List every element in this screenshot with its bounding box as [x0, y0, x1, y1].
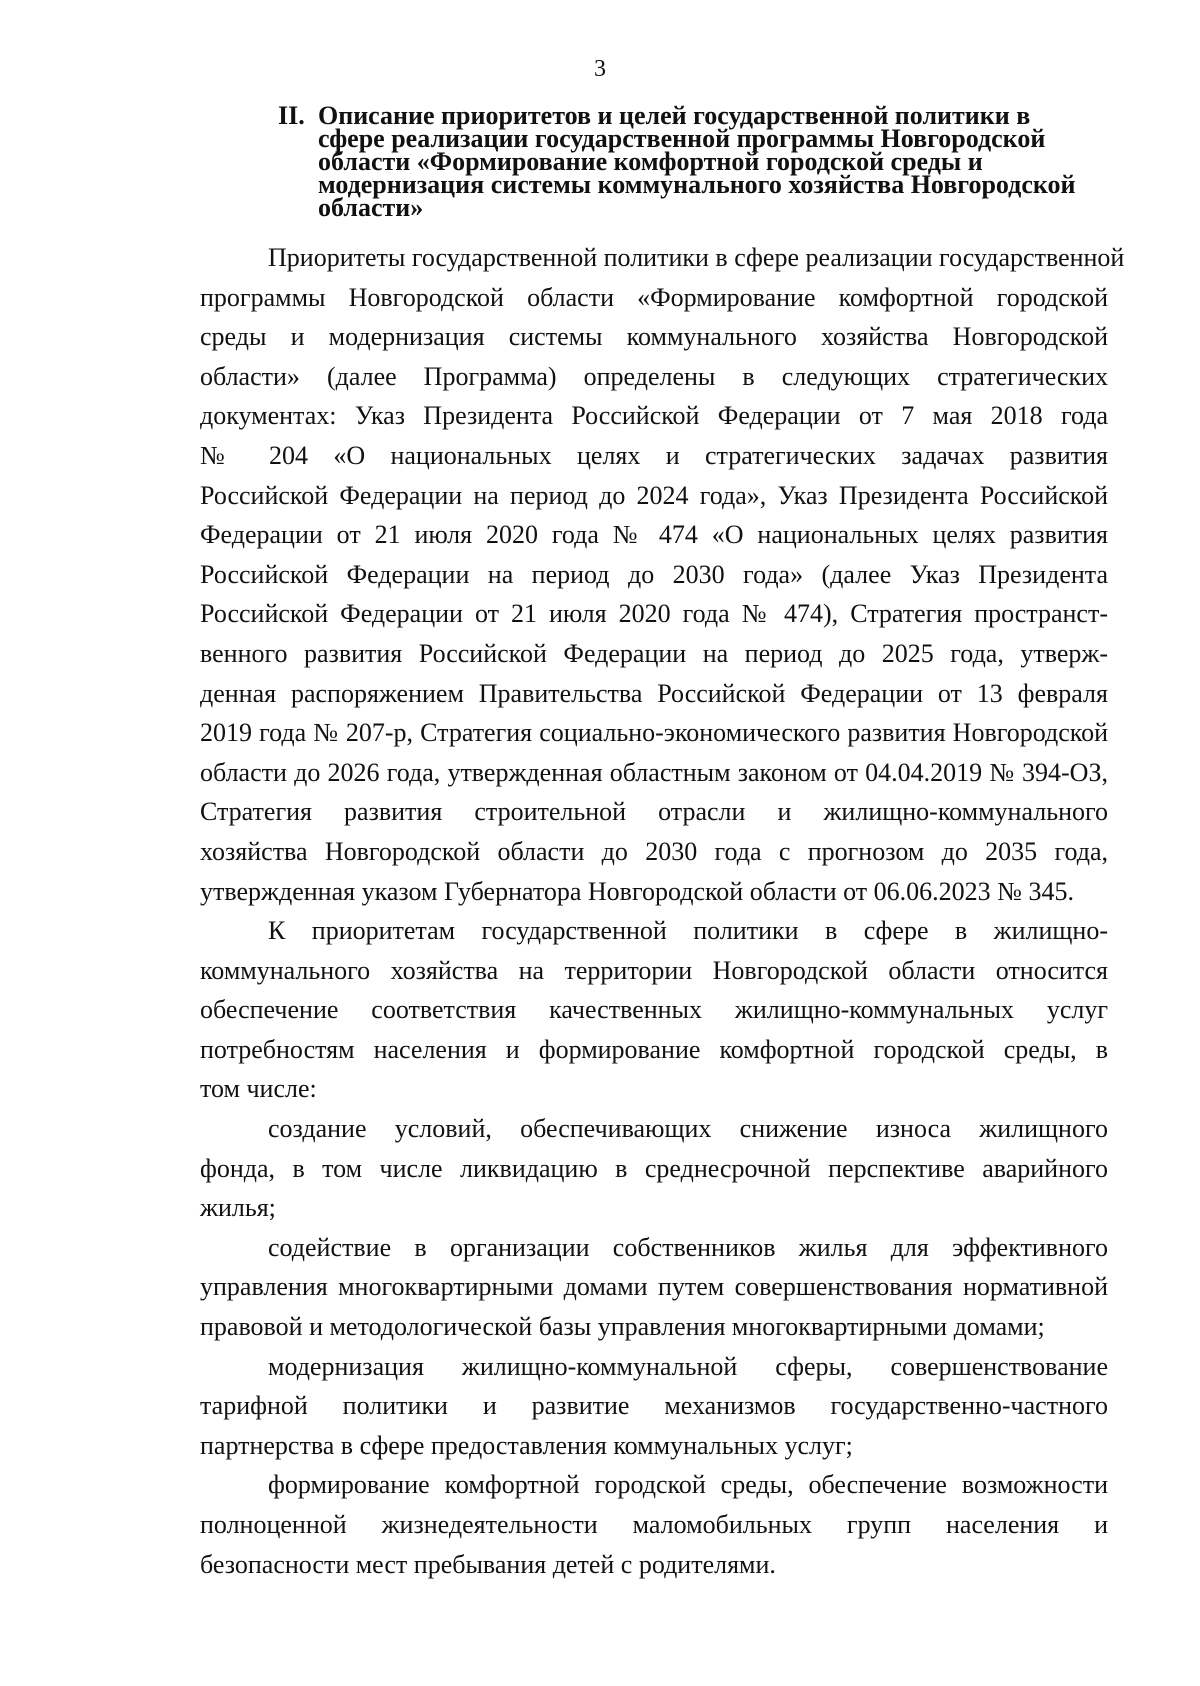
paragraph-priorities-documents: [200, 238, 1125, 911]
text-line: потребностям населения и формирование комфортной городской среды, в: [200, 1034, 1108, 1064]
section-title-line: сфере реализации государственной программы Новгородской: [318, 124, 1046, 153]
text-line: фонда, в том числе ликвидацию в среднесрочной перспективе аварийного: [200, 1153, 1108, 1183]
section-title-line: Описание приоритетов и целей государственной политики в: [318, 101, 1031, 130]
document-body: [200, 238, 1125, 1584]
text-line: модернизация жилищно-коммунальной сферы, совершенствование: [268, 1351, 1108, 1381]
paragraph-list-item: [200, 1465, 1108, 1584]
text-line: денная распоряжением Правительства Российской Федерации от 13 февраля: [200, 678, 1108, 708]
text-line: венного развития Российской Федерации на период до 2025 года, утверж-: [200, 638, 1108, 668]
text-line: тарифной политики и развитие механизмов государственно-частного: [200, 1391, 1108, 1421]
text-line: полноценной жизнедеятельности маломобильных групп населения и: [200, 1510, 1108, 1539]
text-line: области» (далее Программа) определены в следующих стратегических: [200, 361, 1108, 391]
text-line: обеспечение соответствия качественных жилищно-коммунальных услуг: [200, 995, 1108, 1025]
text-line: области до 2026 года, утвержденная областным законом от 04.04.2019 № 394-ОЗ,: [200, 757, 1108, 787]
text-line: Российской Федерации на период до 2030 года» (далее Указ Президента: [200, 559, 1108, 589]
section-title-line: модернизация системы коммунального хозяйства Новгородской: [318, 170, 1076, 199]
text-line: 2019 года № 207-р, Стратегия социально-экономического развития Новгородской: [200, 718, 1108, 748]
paragraph-list-item: [200, 1228, 1108, 1347]
text-line: коммунального хозяйства на территории Новгородской области относится: [200, 955, 1108, 985]
text-line: хозяйства Новгородской области до 2030 года с прогнозом до 2035 года,: [200, 836, 1108, 866]
text-line: утвержденная указом Губернатора Новгородской области от 06.06.2023 № 345.: [200, 876, 1074, 906]
section-title-line: области «Формирование комфортной городской среды и: [318, 147, 983, 176]
text-line: Федерации от 21 июля 2020 года № 474 «О национальных целях развития: [200, 520, 1108, 550]
section-title: [318, 101, 1108, 222]
text-line: К приоритетам государственной политики в сфере в жилищно-: [268, 916, 1108, 946]
text-line: партнерства в сфере предоставления коммунальных услуг;: [200, 1430, 853, 1460]
section-number: II.: [278, 101, 305, 130]
text-line: Приоритеты государственной политики в сфере реализации государственной: [268, 243, 1125, 272]
page-number: 3: [594, 56, 606, 82]
paragraph-housing-priorities: [200, 911, 1108, 1109]
text-line: безопасности мест пребывания детей с родителями.: [200, 1549, 776, 1579]
text-line: № 204 «О национальных целях и стратегических задачах развития: [200, 440, 1108, 470]
section-heading: [278, 101, 1108, 222]
text-line: документах: Указ Президента Российской Федерации от 7 мая 2018 года: [200, 401, 1108, 431]
section-title-line: области»: [318, 193, 424, 222]
text-line: формирование комфортной городской среды, обеспечение возможности: [268, 1470, 1108, 1500]
text-line: управления многоквартирными домами путем совершенствования нормативной: [200, 1272, 1108, 1302]
text-line: правовой и методологической базы управления многоквартирными домами;: [200, 1312, 1045, 1342]
paragraph-list-item: [200, 1109, 1108, 1228]
paragraph-list-item: [200, 1347, 1108, 1466]
text-line: Российской Федерации на период до 2024 года», Указ Президента Российской: [200, 480, 1108, 510]
text-line: создание условий, обеспечивающих снижение износа жилищного: [268, 1114, 1108, 1144]
text-line: жилья;: [200, 1193, 276, 1223]
text-line: том числе:: [200, 1074, 317, 1104]
text-line: Стратегия развития строительной отрасли и жилищно-коммунального: [200, 797, 1108, 827]
text-line: Российской Федерации от 21 июля 2020 года № 474), Стратегия пространст-: [200, 599, 1108, 629]
text-line: содействие в организации собственников жилья для эффективного: [268, 1232, 1108, 1262]
text-line: среды и модернизация системы коммунального хозяйства Новгородской: [200, 322, 1108, 352]
text-line: программы Новгородской области «Формирование комфортной городской: [200, 282, 1108, 312]
